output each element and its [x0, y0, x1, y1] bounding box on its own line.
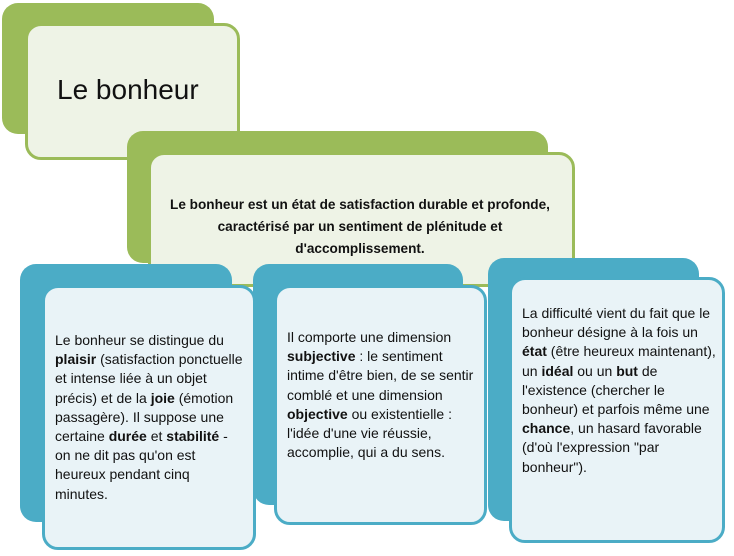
col3-keyword-but: but: [616, 362, 638, 379]
col2-text: [287, 328, 480, 462]
col2-keyword-objective: objective: [287, 405, 348, 422]
col1-keyword-stabilite: stabilité: [166, 428, 220, 445]
col3-text-part: , un hasard favorable (d'où l'expression "par bonheur").: [522, 420, 702, 475]
col2-keyword-subjective: subjective: [287, 348, 356, 365]
col1-keyword-joie: joie: [150, 389, 175, 406]
col1-text-part: et: [146, 428, 167, 445]
col1-keyword-plaisir: plaisir: [55, 351, 97, 368]
col3-keyword-etat: état: [522, 343, 547, 360]
col3-text-part: de l'existence (chercher le bonheur) et parfois même une: [522, 362, 710, 418]
col1-text-part: (émotion passagère). Il suppose une certaine: [55, 389, 234, 445]
diagram-title: Le bonheur: [57, 74, 199, 105]
col1-text-part: (satisfaction ponctuelle et intense liée à un objet précis) et de la: [55, 351, 243, 406]
col2-text-part: Il comporte une dimension: [287, 329, 452, 345]
col1-text-part: - on ne dit pas qu'on est heureux pendant cinq minutes.: [55, 428, 228, 502]
col1-text: [55, 331, 245, 504]
col3-text-part: (être heureux maintenant), un: [522, 343, 716, 379]
col1-text-part: Le bonheur se distingue du: [55, 332, 224, 348]
col3-text: [522, 304, 717, 477]
col2-text-part: ou existentielle : l'idée d'une vie réussie, accomplie, qui a du sens.: [287, 405, 452, 461]
col3-keyword-ideal: idéal: [541, 362, 574, 379]
col3-keyword-chance: chance: [522, 420, 571, 437]
col3-text-part: La difficulté vient du fait que le bonheur désigne à la fois un: [522, 305, 711, 341]
col3-text-part: ou un: [573, 362, 617, 379]
col1-keyword-duree: durée: [108, 428, 147, 445]
col2-text-part: : le sentiment intime d'être bien, de se sentir comblé et une dimension: [287, 348, 474, 403]
definition-text: Le bonheur est un état de satisfaction durable et profonde, caractérisé par un sentiment de plénitude et d'accomplissement.: [170, 197, 550, 256]
